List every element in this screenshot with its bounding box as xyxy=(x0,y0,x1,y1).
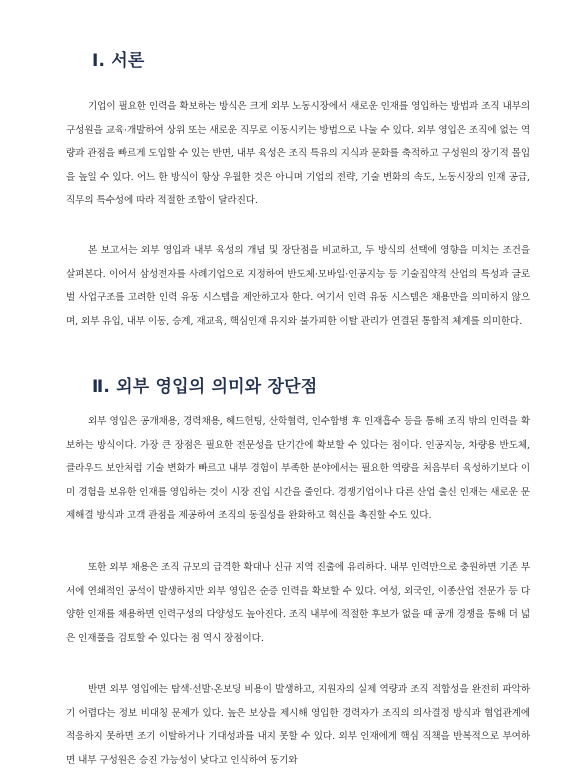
paragraph: 반면 외부 영입에는 탐색·선발·온보딩 비용이 발생하고, 지원자의 실제 역량과 조직 적합성을 완전히 파악하기 어렵다는 정보 비대칭 문제가 있다. 높은 보상을 제시해 영입한 경력자가 조직의 의사결정 방식과 협업관계에 적응하지 못하면 조기 이탈하거나 기대성과를 내지 못할 수 있다. 외부 인재에게 핵심 직책을 반복적으로 부여하면 내부 구성원은 승진 가능성이 낮다고 인식하여 동기와 xyxy=(66,684,530,766)
paragraph: 또한 외부 채용은 조직 규모의 급격한 확대나 신규 지역 진출에 유리하다. 내부 인력만으로 충원하면 기존 부서에 연쇄적인 공석이 발생하지만 외부 영입은 순증 인력을 확보할 수 있다. 여성, 외국인, 이종산업 전문가 등 다양한 인재를 채용하면 인력구성의 다양성도 높아진다. 조직 내부에 적절한 후보가 없을 때 공개 경쟁을 통해 더 넓은 인재풀을 검토할 수 있다는 점 역시 장점이다. xyxy=(66,562,530,644)
paragraph: 기업이 필요한 인력을 확보하는 방식은 크게 외부 노동시장에서 새로운 인재를 영입하는 방법과 조직 내부의 구성원을 교육·개발하여 상위 또는 새로운 직무로 이동시키는 방법으로 나눌 수 있다. 외부 영입은 조직에 없는 역량과 관점을 빠르게 도입할 수 있는 반면, 내부 육성은 조직 특유의 지식과 문화를 축적하고 구성원의 장기적 몰입을 높일 수 있다. 어느 한 방식이 항상 우월한 것은 아니며 기업의 전략, 기술 변화의 속도, 노동시장의 인재 공급, 직무의 특수성에 따라 적절한 조합이 달라진다. xyxy=(66,101,530,207)
section-title-intro: Ⅰ. 서론 xyxy=(92,51,145,71)
paragraph: 본 보고서는 외부 영입과 내부 육성의 개념 및 장단점을 비교하고, 두 방식의 선택에 영향을 미치는 조건을 살펴본다. 이어서 삼성전자를 사례기업으로 지정하여 반도체·모바일·인공지능 등 기술집약적 산업의 특성과 글로벌 사업구조를 고려한 인력 유동 시스템을 제안하고자 한다. 여기서 인력 유동 시스템은 채용만을 의미하지 않으며, 외부 유입, 내부 이동, 승계, 재교육, 핵심인재 유지와 불가피한 이탈 관리가 연결된 통합적 체계를 의미한다. xyxy=(66,245,530,327)
section-title-external-hiring: Ⅱ. 외부 영입의 의미와 장단점 xyxy=(92,377,318,397)
paragraph: 외부 영입은 공개채용, 경력채용, 헤드헌팅, 산학협력, 인수합병 후 인재흡수 등을 통해 조직 밖의 인력을 확보하는 방식이다. 가장 큰 장점은 필요한 전문성을 단기간에 확보할 수 있다는 점이다. 인공지능, 차량용 반도체, 클라우드 보안처럼 기술 변화가 빠르고 내부 경험이 부족한 분야에서는 필요한 역량을 처음부터 육성하기보다 이미 경험을 보유한 인재를 영입하는 것이 시장 진입 시간을 줄인다. 경쟁기업이나 다른 산업 출신 인재는 새로운 문제해결 방식과 고객 관점을 제공하여 조직의 동질성을 완화하고 혁신을 촉진할 수도 있다. xyxy=(66,416,530,522)
